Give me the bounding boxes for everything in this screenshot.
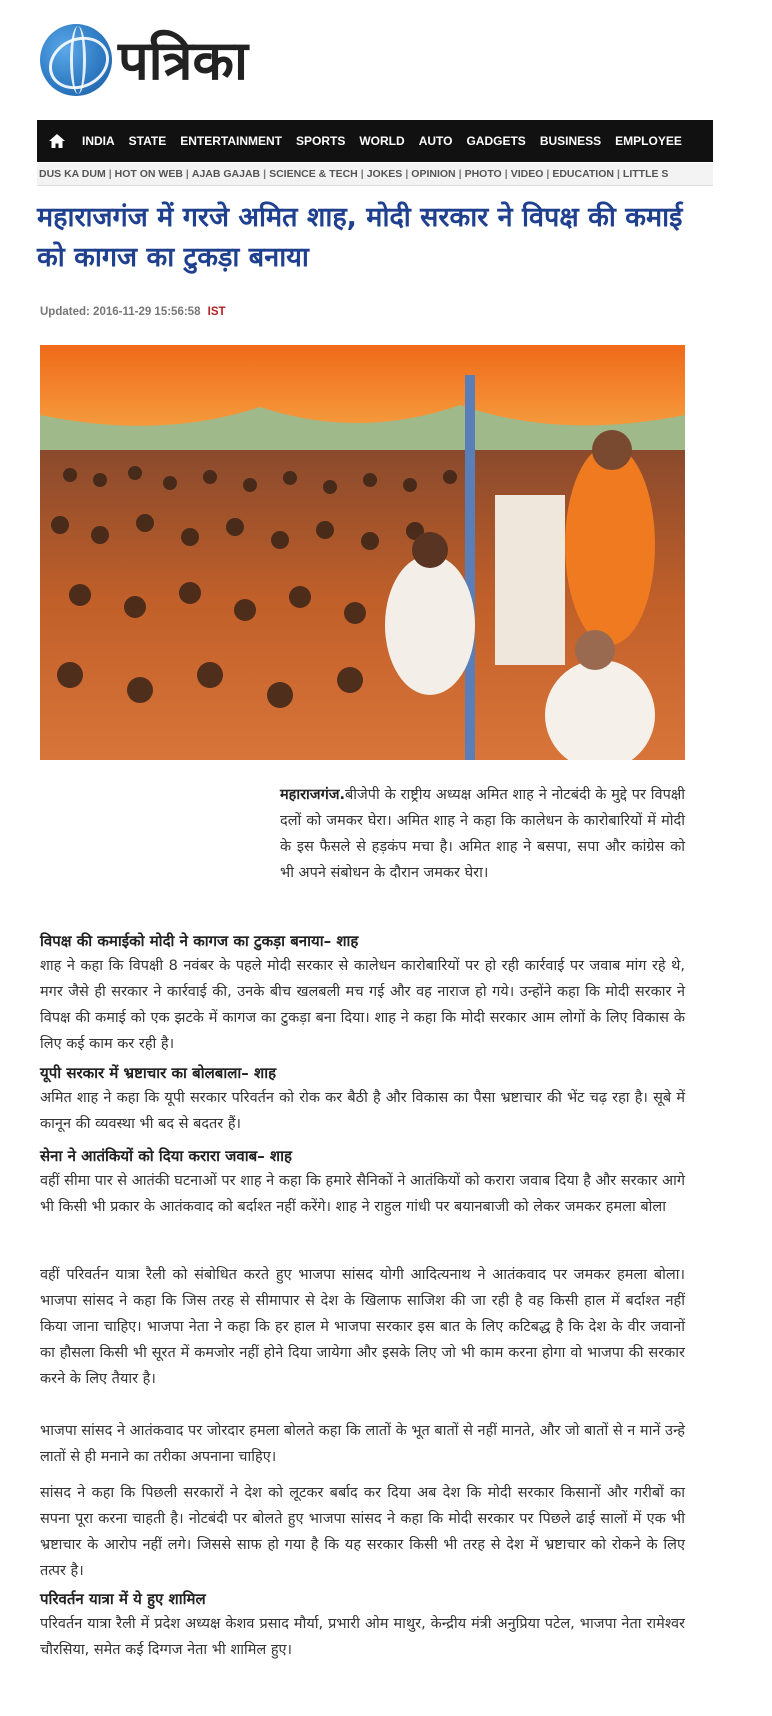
section-paragraph: परिवर्तन यात्रा रैली में प्रदेश अध्यक्ष केशव प्रसाद मौर्या, प्रभारी ओम माथुर, केन्द्रीय मंत्री अनुप्रिया पटेल, भाजपा नेता रामेश्वर चौरसिया, समेत कई दिग्गज नेता भी शामिल हुए। [40, 1616, 685, 1658]
subnav-separator: | [504, 168, 508, 180]
subnav-separator: | [263, 168, 267, 180]
article-headline: महाराजगंज में गरजे अमित शाह, मोदी सरकार ने विपक्ष की कमाई को कागज का टुकड़ा बनाया [37, 202, 683, 273]
updated-time: 2016-11-29 15:56:58 [93, 306, 201, 318]
subnav-item-video[interactable]: VIDEO [510, 168, 544, 180]
section-paragraph: शाह ने कहा कि विपक्षी 8 नवंबर के पहले मोदी सरकार से कालेधन कारोबारियों पर हो रही कार्रवाई पर जवाब मांग रहे थे, मगर जैसे ही सरकार ने कार्रवाई की, उनके बीच खलबली मच गई और वह नाराज हो गये। उन्होंने कहा कि मोदी सरकार ने विपक्ष की कमाई को एक झटके में कागज का टुकड़ा बना दिया। शाह ने कहा कि मोदी सरकार आम लोगों के लिए विकास के लिए कई काम कर रही है। [40, 958, 685, 1052]
subnav-item-hot-on-web[interactable]: HOT ON WEB [114, 168, 183, 180]
subnav-separator: | [185, 168, 189, 180]
section-heading: विपक्ष की कमाईको मोदी ने कागज का टुकड़ा बनाया– शाह [40, 932, 359, 950]
nav-item-gadgets[interactable]: GADGETS [466, 134, 526, 148]
nav-item-india[interactable]: INDIA [82, 134, 115, 148]
nav-item-employee[interactable]: EMPLOYEE [615, 134, 682, 148]
body-paragraph: भाजपा सांसद ने आतंकवाद पर जोरदार हमला बोलते कहा कि लातों के भूत बातों से नहीं मानते, और जो बातों से न मानें उन्हे लातों से ही मनाने का तरीका अपनाना चाहिए। [40, 1423, 685, 1465]
nav-item-state[interactable]: STATE [128, 134, 167, 148]
subnav-separator: | [458, 168, 462, 180]
section-heading: यूपी सरकार में भ्रष्टाचार का बोलबाला– शाह [40, 1064, 277, 1082]
timezone-label: IST [207, 306, 226, 318]
logo-text: पत्रिका [118, 28, 248, 92]
section-paragraph: वहीं सीमा पार से आतंकी घटनाओं पर शाह ने कहा कि हमारे सैनिकों ने आतंकियों को करारा जवाब दिया है और सरकार आगे भी किसी भी प्रकार के आतंकवाद को बर्दाश्त नहीं करेंगे। शाह ने राहुल गांधी पर बयानबाजी को लेकर जमकर हमला बोला [40, 1173, 685, 1215]
main-nav [37, 120, 713, 162]
nav-item-sports[interactable]: SPORTS [296, 134, 346, 148]
subnav-separator: | [546, 168, 550, 180]
subnav-separator: | [405, 168, 409, 180]
subnav-separator: | [108, 168, 112, 180]
dateline-place: महाराजगंज. [280, 787, 346, 803]
lead-text: बीजेपी के राष्ट्रीय अध्यक्ष अमित शाह ने नोटबंदी के मुद्दे पर विपक्षी दलों को जमकर घेरा। अमित शाह ने कहा कि कालेधन के कारोबारियों में मोदी के इस फैसले से हड़कंप मचा है। अमित शाह ने बसपा, सपा और कांग्रेस को भी अपने संबोधन के दौरान जमकर घेरा। [280, 787, 685, 881]
nav-item-business[interactable]: BUSINESS [539, 134, 602, 148]
nav-item-auto[interactable]: AUTO [418, 134, 453, 148]
subnav-item-education[interactable]: EDUCATION [552, 168, 614, 180]
globe-icon [40, 24, 112, 96]
lead-paragraph [280, 782, 685, 886]
sub-nav [37, 163, 713, 186]
section-heading: सेना ने आतंकियों को दिया करारा जवाब– शाह [40, 1147, 292, 1165]
subnav-item-dus-ka-dum[interactable]: DUS KA DUM [39, 168, 106, 180]
body-paragraph: सांसद ने कहा कि पिछली सरकारों ने देश को लूटकर बर्बाद कर दिया अब देश कि मोदी सरकार किसानों और गरीबों का सपना पूरा करना चाहती है। नोटबंदी पर बोलते हुए भाजपा सांसद ने कहा कि मोदी सरकार पर पिछले ढाई सालों में एक भी भ्रष्टाचार के आरोप नहीं लगे। जिससे साफ हो गया है कि यह सरकार किसी भी तरह से देश में भ्रष्टाचार को रोकने के लिए तत्पर है। [40, 1485, 685, 1579]
subnav-item-photo[interactable]: PHOTO [464, 168, 502, 180]
section-heading: परिवर्तन यात्रा में ये हुए शामिल [40, 1590, 206, 1608]
home-icon[interactable] [47, 131, 67, 151]
subnav-item-ajab-gajab[interactable]: AJAB GAJAB [191, 168, 261, 180]
article-photo [40, 345, 685, 760]
nav-item-entertainment[interactable]: ENTERTAINMENT [180, 134, 283, 148]
subnav-item-jokes[interactable]: JOKES [366, 168, 403, 180]
subnav-item-little[interactable]: LITTLE S [622, 168, 669, 180]
subnav-item-science-tech[interactable]: SCIENCE & TECH [269, 168, 358, 180]
subnav-separator: | [616, 168, 620, 180]
section-paragraph: अमित शाह ने कहा कि यूपी सरकार परिवर्तन को रोक कर बैठी है और विकास का पैसा भ्रष्टाचार की भेंट चढ़ रहा है। सूबे में कानून की व्यवस्था भी बद से बदतर हैं। [40, 1090, 685, 1132]
updated-timestamp [40, 306, 226, 318]
nav-item-world[interactable]: WORLD [359, 134, 405, 148]
subnav-separator: | [360, 168, 364, 180]
subnav-item-opinion[interactable]: OPINION [411, 168, 456, 180]
updated-label: Updated: [40, 306, 90, 318]
site-logo[interactable] [40, 20, 248, 100]
body-paragraph: वहीं परिवर्तन यात्रा रैली को संबोधित करते हुए भाजपा सांसद योगी आदित्यनाथ ने आतंकवाद पर जमकर हमला बोला। भाजपा सांसद ने कहा कि जिस तरह से सीमापार से देश के खिलाफ साजिश की जा रही है वह किसी हाल में बर्दाश्त नहीं किया जाना चाहिए। भाजपा नेता ने कहा कि हर हाल मे भाजपा सरकार इस बात के लिए कटिबद्ध है कि देश के वीर जवानों का हौसला किसी भी सूरत में कमजोर नहीं होने दिया जायेगा और इसके लिए जो भी काम करना होगा वो भाजपा की सरकार करने के लिए तैयार है। [40, 1267, 685, 1387]
